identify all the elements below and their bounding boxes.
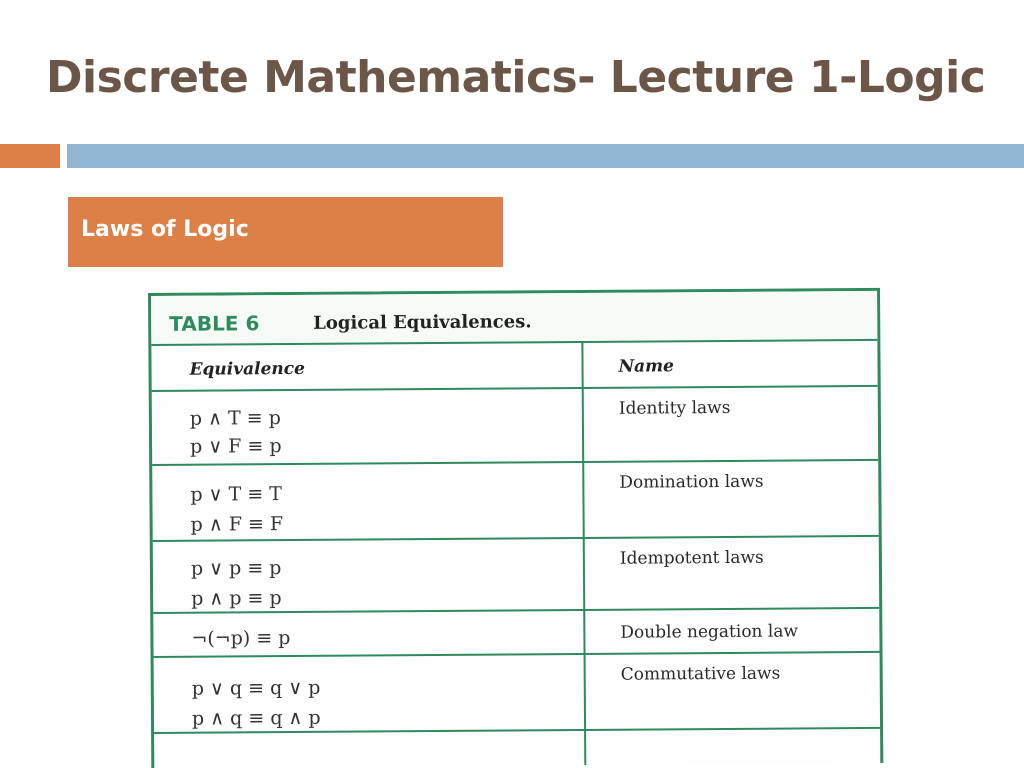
accent-bar-orange (0, 144, 60, 168)
law-name-cell: Commutative laws (620, 663, 781, 685)
equivalence-cell: p ∨ q ≡ q ∨ p (191, 676, 321, 700)
table-row-commutative (154, 653, 881, 734)
table-caption-text: Logical Equivalences. (313, 311, 532, 334)
table-row-idempotent (153, 537, 879, 614)
table-caption (151, 291, 877, 346)
equivalence-cell: p ∧ p ≡ p (191, 587, 282, 610)
section-label: Laws of Logic (81, 217, 249, 242)
table-header-row (151, 341, 877, 392)
equivalence-cell: p ∨ F ≡ p (190, 435, 282, 458)
law-name-cell: Idempotent laws (619, 547, 764, 569)
accent-bar-blue (67, 144, 1024, 168)
law-name-cell: Domination laws (619, 471, 764, 493)
table-caption-number: TABLE 6 (169, 311, 260, 336)
equivalence-cell: ¬(¬p) ≡ p (191, 627, 291, 650)
logical-equivalences-table-image (146, 286, 889, 768)
equivalence-cell: p ∧ F ≡ F (190, 513, 284, 536)
header-equivalence: Equivalence (189, 358, 305, 380)
table-row-double-negation (153, 609, 879, 658)
table-row-identity (152, 387, 878, 466)
header-name: Name (618, 356, 674, 377)
table-row-domination (152, 461, 879, 542)
table-frame (148, 288, 884, 768)
slide-title: Discrete Mathematics- Lecture 1-Logic (46, 52, 986, 103)
equivalence-cell: p ∨ T ≡ T (190, 483, 282, 506)
section-header-box (68, 197, 503, 267)
law-name-cell: Double negation law (620, 621, 799, 643)
law-name-cell: Identity laws (618, 397, 731, 419)
equivalence-cell: p ∧ q ≡ q ∧ p (191, 706, 321, 730)
equivalence-cell: p ∧ T ≡ p (189, 407, 281, 430)
equivalence-cell: p ∨ p ≡ p (190, 557, 282, 580)
